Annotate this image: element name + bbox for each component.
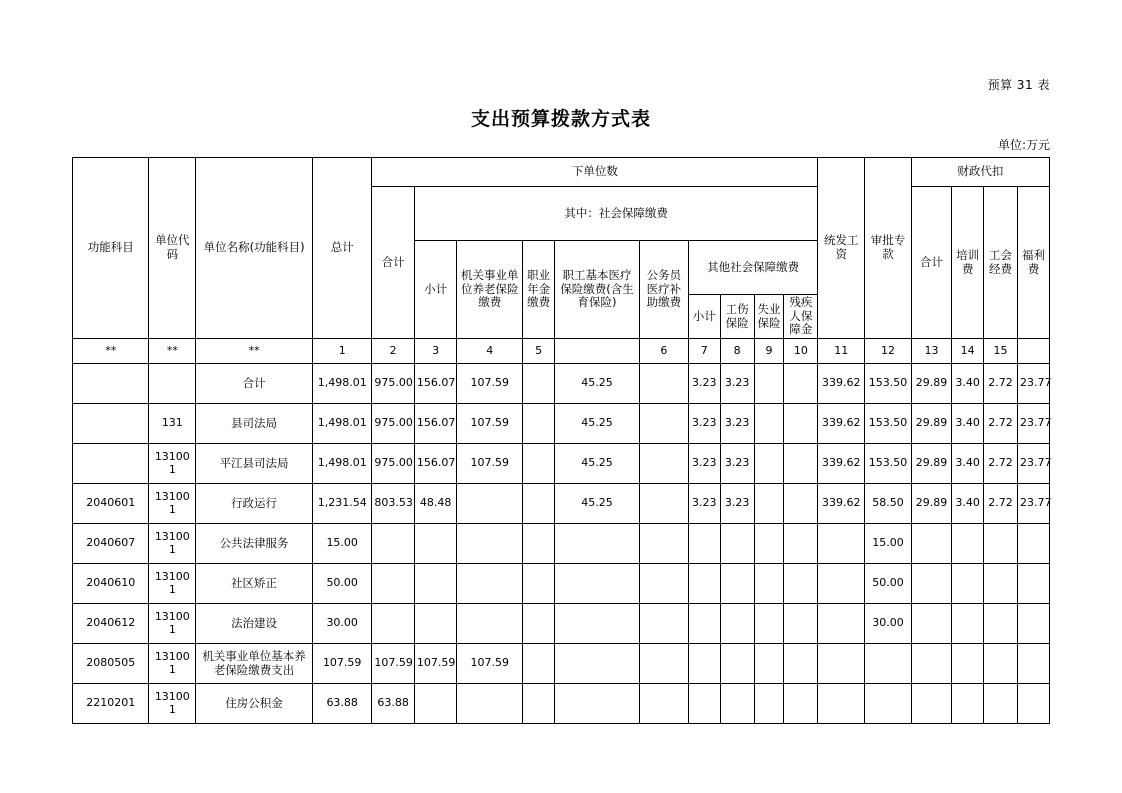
cell-disability [784,364,818,404]
table-row [73,604,1050,644]
cell-unit-code: 131001 [149,484,196,524]
cell-welfare-fee [1017,644,1049,684]
colnum-18: 15 [984,339,1018,364]
col-header-subtotal: 小计 [414,241,456,339]
cell-unit-name: 县司法局 [196,404,313,444]
cell-unit-name: 法治建设 [196,604,313,644]
cell-annuity [523,444,555,484]
cell-fw-total [911,524,951,564]
cell-union-fee: 2.72 [984,484,1018,524]
cell-training-fee [952,684,984,724]
cell-total: 107.59 [312,644,371,684]
colnum-0: ** [73,339,149,364]
cell-unit-code: 131001 [149,604,196,644]
cell-function-code [73,404,149,444]
cell-civil-medical-subsidy [639,524,688,564]
cell-fw-total [911,604,951,644]
cell-unit-code: 131001 [149,564,196,604]
cell-fw-total: 29.89 [911,404,951,444]
cell-pension: 107.59 [457,444,523,484]
cell-approved-special: 153.50 [865,364,912,404]
col-header-medical: 职工基本医疗保险缴费(含生育保险) [555,241,640,339]
cell-subtotal-all [372,604,414,644]
cell-approved-special [865,644,912,684]
cell-training-fee: 3.40 [952,484,984,524]
col-header-total: 总计 [312,158,371,339]
cell-approved-special: 50.00 [865,564,912,604]
cell-injury [720,644,754,684]
colnum-11: 8 [720,339,754,364]
cell-fw-total: 29.89 [911,364,951,404]
table-row [73,364,1050,404]
cell-civil-medical-subsidy [639,364,688,404]
cell-unified-salary: 339.62 [818,484,865,524]
cell-other-subtotal [688,644,720,684]
col-header-annuity: 职业年金缴费 [523,241,555,339]
cell-welfare-fee [1017,684,1049,724]
table-row [73,644,1050,684]
cell-unemployment [754,684,784,724]
col-header-injury: 工伤保险 [720,295,754,339]
cell-subtotal-all: 107.59 [372,644,414,684]
cell-disability [784,524,818,564]
cell-unified-salary [818,604,865,644]
cell-training-fee [952,564,984,604]
colnum-2: ** [196,339,313,364]
cell-fw-total [911,684,951,724]
cell-civil-medical-subsidy [639,564,688,604]
cell-annuity [523,484,555,524]
cell-unified-salary [818,564,865,604]
table-row [73,404,1050,444]
cell-unit-code: 131001 [149,644,196,684]
cell-total: 63.88 [312,684,371,724]
cell-unified-salary: 339.62 [818,444,865,484]
group-header-social-security: 其中：社会保障缴费 [414,187,817,241]
cell-disability [784,564,818,604]
cell-subtotal: 107.59 [414,644,456,684]
col-header-function-code: 功能科目 [73,158,149,339]
cell-function-code: 2040612 [73,604,149,644]
cell-function-code [73,364,149,404]
table-row [73,484,1050,524]
cell-approved-special: 153.50 [865,404,912,444]
cell-union-fee [984,524,1018,564]
cell-total: 1,498.01 [312,364,371,404]
cell-annuity [523,604,555,644]
cell-unemployment [754,604,784,644]
cell-unit-code [149,364,196,404]
cell-fw-total [911,564,951,604]
cell-pension: 107.59 [457,644,523,684]
cell-injury: 3.23 [720,444,754,484]
cell-welfare-fee: 23.77 [1017,444,1049,484]
cell-approved-special: 15.00 [865,524,912,564]
cell-total: 15.00 [312,524,371,564]
cell-subtotal: 48.48 [414,484,456,524]
cell-unit-code: 131001 [149,524,196,564]
cell-civil-medical-subsidy [639,644,688,684]
colnum-9: 6 [639,339,688,364]
cell-annuity [523,684,555,724]
col-header-other-subtotal: 小计 [688,295,720,339]
cell-unemployment [754,564,784,604]
colnum-15: 12 [865,339,912,364]
cell-subtotal-all [372,524,414,564]
cell-unemployment [754,644,784,684]
cell-other-subtotal [688,684,720,724]
cell-union-fee: 2.72 [984,444,1018,484]
col-header-unit-code: 单位代码 [149,158,196,339]
cell-disability [784,444,818,484]
cell-training-fee: 3.40 [952,444,984,484]
group-header-sub-units: 下单位数 [372,158,818,187]
cell-function-code: 2040610 [73,564,149,604]
cell-unified-salary [818,524,865,564]
cell-annuity [523,524,555,564]
cell-training-fee [952,644,984,684]
cell-other-subtotal: 3.23 [688,444,720,484]
col-header-unit-name: 单位名称(功能科目) [196,158,313,339]
cell-injury [720,524,754,564]
cell-union-fee [984,604,1018,644]
cell-other-subtotal: 3.23 [688,484,720,524]
cell-unit-name: 机关事业单位基本养老保险缴费支出 [196,644,313,684]
cell-training-fee: 3.40 [952,404,984,444]
cell-fw-total [911,644,951,684]
cell-annuity [523,564,555,604]
cell-function-code: 2080505 [73,644,149,684]
cell-civil-medical-subsidy [639,484,688,524]
cell-unemployment [754,404,784,444]
colnum-14: 11 [818,339,865,364]
cell-civil-medical-subsidy [639,604,688,644]
table-row [73,524,1050,564]
cell-disability [784,484,818,524]
cell-subtotal [414,564,456,604]
cell-total: 1,498.01 [312,404,371,444]
cell-injury: 3.23 [720,364,754,404]
colnum-1: ** [149,339,196,364]
cell-unemployment [754,484,784,524]
cell-other-subtotal [688,604,720,644]
cell-subtotal-all: 975.00 [372,364,414,404]
cell-subtotal-all [372,564,414,604]
cell-civil-medical-subsidy [639,444,688,484]
cell-welfare-fee: 23.77 [1017,404,1049,444]
cell-civil-medical-subsidy [639,684,688,724]
cell-welfare-fee: 23.77 [1017,364,1049,404]
cell-welfare-fee [1017,564,1049,604]
group-header-finance-withhold: 财政代扣 [911,158,1049,187]
cell-injury [720,684,754,724]
cell-annuity [523,364,555,404]
cell-disability [784,644,818,684]
col-header-unemployment: 失业保险 [754,295,784,339]
cell-pension: 107.59 [457,404,523,444]
cell-unit-name: 平江县司法局 [196,444,313,484]
form-number-label: 预算 31 表 [987,78,1050,92]
cell-unemployment [754,364,784,404]
cell-pension [457,564,523,604]
cell-medical [555,644,640,684]
cell-subtotal-all: 975.00 [372,444,414,484]
cell-medical: 45.25 [555,484,640,524]
budget-table [72,157,1050,724]
col-header-pension: 机关事业单位养老保险缴费 [457,241,523,339]
cell-total: 1,231.54 [312,484,371,524]
cell-training-fee [952,604,984,644]
cell-medical [555,684,640,724]
cell-medical [555,564,640,604]
cell-subtotal: 156.07 [414,404,456,444]
cell-civil-medical-subsidy [639,404,688,444]
cell-fw-total: 29.89 [911,484,951,524]
cell-other-subtotal: 3.23 [688,364,720,404]
cell-function-code: 2040601 [73,484,149,524]
cell-injury [720,604,754,644]
colnum-10: 7 [688,339,720,364]
cell-approved-special: 153.50 [865,444,912,484]
cell-other-subtotal [688,524,720,564]
cell-subtotal-all: 975.00 [372,404,414,444]
col-header-disability: 残疾人保障金 [784,295,818,339]
cell-annuity [523,404,555,444]
column-numbering-row [73,339,1050,364]
cell-subtotal: 156.07 [414,364,456,404]
cell-subtotal: 156.07 [414,444,456,484]
cell-subtotal [414,684,456,724]
cell-subtotal-all: 63.88 [372,684,414,724]
cell-unified-salary: 339.62 [818,404,865,444]
colnum-13: 10 [784,339,818,364]
cell-unemployment [754,444,784,484]
page-title: 支出预算拨款方式表 [470,108,651,130]
col-header-civil-medical-subsidy: 公务员医疗补助缴费 [639,241,688,339]
cell-injury: 3.23 [720,404,754,444]
cell-pension [457,604,523,644]
cell-injury [720,564,754,604]
cell-other-subtotal [688,564,720,604]
colnum-4: 2 [372,339,414,364]
cell-subtotal [414,604,456,644]
colnum-12: 9 [754,339,784,364]
cell-fw-total: 29.89 [911,444,951,484]
cell-pension [457,484,523,524]
colnum-5: 3 [414,339,456,364]
colnum-8 [555,339,640,364]
cell-other-subtotal: 3.23 [688,404,720,444]
colnum-7: 5 [523,339,555,364]
cell-unified-salary [818,684,865,724]
cell-function-code: 2040607 [73,524,149,564]
cell-unified-salary [818,644,865,684]
cell-medical [555,524,640,564]
cell-disability [784,684,818,724]
table-row [73,444,1050,484]
col-header-unified-salary: 统发工资 [818,158,865,339]
cell-medical [555,604,640,644]
group-header-other-social-security: 其他社会保障缴费 [688,241,818,295]
cell-unit-code: 131 [149,404,196,444]
cell-unit-code: 131001 [149,684,196,724]
cell-unit-name: 公共法律服务 [196,524,313,564]
cell-welfare-fee [1017,524,1049,564]
col-header-subtotal-all: 合计 [372,187,414,339]
col-header-training-fee: 培训费 [952,187,984,339]
cell-union-fee: 2.72 [984,404,1018,444]
cell-annuity [523,644,555,684]
cell-function-code [73,444,149,484]
cell-pension [457,524,523,564]
cell-unit-code: 131001 [149,444,196,484]
cell-welfare-fee [1017,604,1049,644]
cell-medical: 45.25 [555,444,640,484]
cell-union-fee [984,684,1018,724]
cell-union-fee: 2.72 [984,364,1018,404]
cell-welfare-fee: 23.77 [1017,484,1049,524]
cell-subtotal [414,524,456,564]
cell-approved-special [865,684,912,724]
col-header-approved-special: 审批专款 [865,158,912,339]
colnum-16: 13 [911,339,951,364]
cell-subtotal-all: 803.53 [372,484,414,524]
cell-training-fee [952,524,984,564]
cell-unified-salary: 339.62 [818,364,865,404]
cell-training-fee: 3.40 [952,364,984,404]
cell-disability [784,604,818,644]
table-row [73,684,1050,724]
cell-approved-special: 30.00 [865,604,912,644]
colnum-3: 1 [312,339,371,364]
cell-unit-name: 住房公积金 [196,684,313,724]
cell-medical: 45.25 [555,404,640,444]
col-header-fw-total: 合计 [911,187,951,339]
cell-union-fee [984,564,1018,604]
cell-unit-name: 社区矫正 [196,564,313,604]
cell-approved-special: 58.50 [865,484,912,524]
cell-unemployment [754,524,784,564]
cell-total: 30.00 [312,604,371,644]
cell-medical: 45.25 [555,364,640,404]
cell-total: 1,498.01 [312,444,371,484]
table-row [73,564,1050,604]
cell-unit-name: 行政运行 [196,484,313,524]
cell-unit-name: 合计 [196,364,313,404]
cell-union-fee [984,644,1018,684]
cell-disability [784,404,818,444]
colnum-17: 14 [952,339,984,364]
colnum-19 [1017,339,1049,364]
cell-pension [457,684,523,724]
unit-note: 单位:万元 [997,138,1050,152]
colnum-6: 4 [457,339,523,364]
col-header-welfare-fee: 福利费 [1017,187,1049,339]
cell-function-code: 2210201 [73,684,149,724]
cell-pension: 107.59 [457,364,523,404]
col-header-union-fee: 工会经费 [984,187,1018,339]
cell-injury: 3.23 [720,484,754,524]
cell-total: 50.00 [312,564,371,604]
